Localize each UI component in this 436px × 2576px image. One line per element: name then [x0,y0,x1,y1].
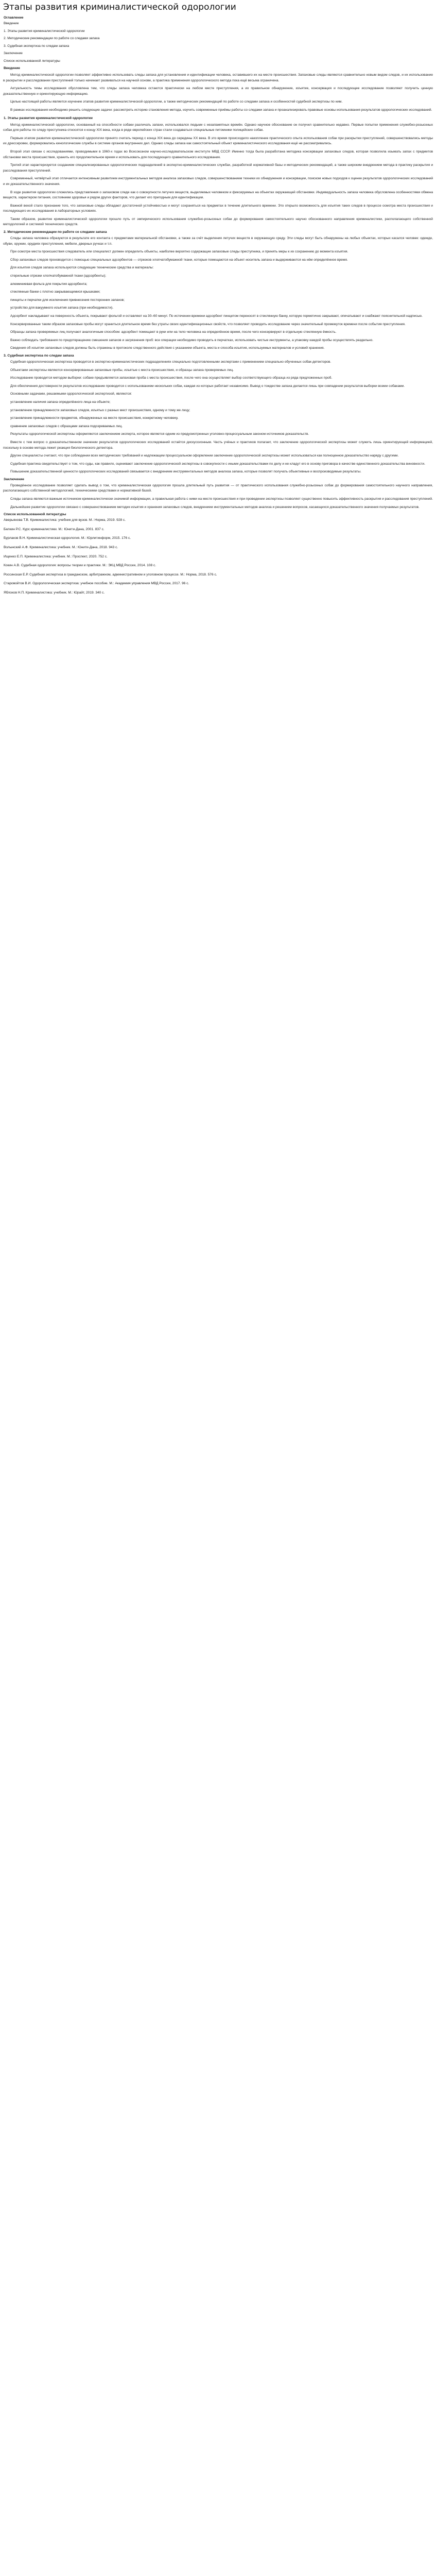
list-item: установление принадлежности запаховых следов, изъятых с разных мест происшествия, одному и тому же лицу; [10,408,190,412]
reference-item: Яблоков Н.П. Криминалистика: учебник. М.: Юрайт, 2019. 340 с. [4,591,105,595]
paragraph: Основными задачами, решаемыми одорологической экспертизой, являются: [10,392,132,396]
reference-item: Ищенко Е.П. Криминалистика: учебник. М.: Проспект, 2020. 752 с. [4,554,108,558]
table-of-contents [4,22,433,63]
reference-item: Бурлаков В.Н. Криминалистическая одорология. М.: Юрлитинформ, 2015. 176 с. [4,536,131,540]
paragraph: Дальнейшее развитие одорологии связано с совершенствованием методик изъятия и хранения запаховых следов, внедрением инструментальных методов анализа и решением вопросов, касающихся доказательственного значения получаемых результатов. [10,505,420,509]
paragraph: Современный, четвёртый этап отличается интенсивным развитием инструментальных методов анализа запаховых следов, совершенствованием техники их обнаружения и консервации, поиском новых подходов к оценке результатов одорологических исследований и их доказательственного значения. [3,177,433,186]
paragraph: Важной вехой стало признание того, что запаховые следы обладают достаточной устойчивостью и могут сохраняться на предметах в течение длительного времени. Это открыло возможность для изъятия таких следов в процессе осмотра места происшествия и последующего их исследования в лабораторных условиях. [3,204,433,213]
references-heading: Список использованной литературы [4,513,66,517]
paragraph: Следы запаха человека образуются в результате его контакта с предметами материальной обстановки, а также за счёт выделения летучих веществ в окружающую среду. Эти следы могут быть обнаружены на любых объектах, которых касался человек: одежде, обуви, оружии, орудиях преступления, мебели, дверных ручках и т.п. [3,236,433,246]
document-page [0,0,436,605]
list-item: стерильные отрезки хлопчатобумажной ткани (адсорбенты); [10,274,106,278]
paragraph: Метод криминалистической одорологии, основанный на способности собаки различать запахи, использовался людьми с незапамятных времён. Однако научное обоснование он получил сравнительно недавно. Первые попытки применения служебно-розыскных собак для работы по следу преступника относятся к концу XIX века, когда в ряде европейских стран стали создаваться специальные питомники полицейских собак. [3,123,433,132]
paragraph: Актуальность темы исследования обусловлена тем, что следы запаха человека остаются практически на любом месте преступления, а их правильное обнаружение, изъятие, консервация и последующее исследование позволяют получить ценную доказательственную и ориентирующую информацию. [3,87,433,96]
toc-item[interactable]: Введение [4,22,19,25]
list-item: устройство для вакуумного изъятия запаха (при необходимости). [10,306,114,310]
reference-item: Россинская Е.Р. Судебная экспертиза в гражданском, арбитражном, административном и уголовном процессе. М.: Норма, 2018. 576 с. [4,572,217,577]
paragraph: Целью настоящей работы является изучение этапов развития криминалистической одорологии, а также методических рекомендаций по работе со следами запаха и особенностей судебной экспертизы по ним. [10,100,343,104]
toc-item[interactable]: 1. Этапы развития криминалистической одорологии [4,29,85,33]
page-title: Этапы развития криминалистической одорологии [3,2,236,12]
paragraph: Второй этап связан с исследованиями, проводимыми в 1960-х годах во Всесоюзном научно-исследовательском институте МВД СССР. Именно тогда была разработана методика консервации запаховых следов, которая позволила изымать запах с предметов обстановки места происшествия, хранить его продолжительное время и использовать для последующего сравнительного исследования. [3,149,433,159]
paragraph: Консервированные таким образом запаховые пробы могут храниться длительное время без утраты своих идентификационных свойств, что позволяет проводить исследование через значительный промежуток времени после события преступления. [10,322,406,326]
list-item: установление принадлежности предметов, обнаруженных на месте происшествия, конкретному человеку. [10,416,179,420]
paragraph: Исследование проводится методом выборки: собаке предъявляется запаховая проба с места происшествия, после чего она осуществляет выбор соответствующего образца из ряда предложенных проб. [10,376,333,380]
reference-item: Волынский А.Ф. Криминалистика: учебник. М.: Юнити-Дана, 2018. 943 с. [4,546,118,550]
list-item: сравнение запаховых следов с образцами запаха подозреваемых лиц. [10,424,123,428]
paragraph: Образцы запаха проверяемых лиц получают аналогичным способом: адсорбент помещают в руки или на тело человека на определённое время, после чего консервируют в отдельную стеклянную ёмкость. [10,330,337,334]
paragraph: Судебная практика свидетельствует о том, что суды, как правило, оценивают заключение одорологической экспертизы в совокупности с иными доказательствами по делу и не кладут его в основу приговора в качестве единственного доказательства виновности. [10,462,425,466]
paragraph: Сведения об изъятии запаховых следов должны быть отражены в протоколе следственного действия с указанием объекта, места и способа изъятия, используемых материалов и условий хранения. [10,346,325,350]
paragraph: Для обеспечения достоверности результатов исследование проводится с использованием нескольких собак, каждая из которых работает независимо. Вывод о тождестве запаха делается лишь при совпадении результатов выборки всеми собаками. [10,384,405,388]
paragraph: Судебная одорологическая экспертиза проводится в экспертно-криминалистических подразделениях специально подготовленными экспертами с применением специально обученных собак-детекторов. [10,360,332,364]
section-heading: 2. Методические рекомендации по работе со следами запаха [4,230,107,234]
paragraph: Адсорбент накладывают на поверхность объекта, покрывают фольгой и оставляют на 30–60 минут. По истечении времени адсорбент пинцетом переносят в стеклянную банку, которую герметично закрывают, опечатывают и снабжают пояснительной надписью. [10,314,423,318]
paragraph: Повышение доказательственной ценности одорологических исследований связывается с внедрением инструментальных методов анализа запаха, которые позволят получать объективные и воспроизводимые результаты. [10,470,361,474]
paragraph: Другие специалисты считают, что при соблюдении всех методических требований и надлежащем процессуальном оформлении заключение одорологической экспертизы может использоваться как полноценное доказательство наряду с другими. [10,454,399,458]
toc-item[interactable]: Заключение [4,52,23,55]
references-list [3,518,433,595]
paragraph: Вместе с тем вопрос о доказательственном значении результатов одорологических исследований остаётся дискуссионным. Часть учёных и практиков полагает, что заключение одорологической экспертизы может служить лишь ориентирующей информацией, поскольку в основе метода лежит реакция биологического детектора. [3,440,433,450]
paragraph: Объектами экспертизы являются консервированные запаховые пробы, изъятые с места происшествия, и образцы запаха проверяемых лиц. [10,368,234,372]
section-heading: Заключение [4,477,24,481]
bullet-list [3,400,433,429]
toc-heading: Оглавление [4,16,24,20]
list-item: установление наличия запаха определённого лица на объекте; [10,400,111,404]
paragraph: В рамках исследования необходимо решить следующие задачи: рассмотреть историю становления метода, изучить современные приёмы работы со следами запаха и проанализировать правовые основы использования результатов одорологических исследований. [10,108,432,112]
list-item: алюминиевая фольга для покрытия адсорбента; [10,282,88,286]
section-heading: 1. Этапы развития криминалистической одорологии [4,116,93,120]
paragraph: Следы запаха являются важным источником криминалистически значимой информации, а правильная работа с ними на месте происшествия и при проведении экспертизы позволяет существенно повысить эффективность раскрытия и расследования преступлений. [10,497,433,501]
section-heading: 3. Судебная экспертиза по следам запаха [4,353,74,358]
paragraph: Проведённое исследование позволяет сделать вывод о том, что криминалистическая одорология прошла длительный путь развития — от практического использования служебно-розыскных собак до формирования самостоятельного научного направления, располагающего собственной методологией, техническими средствами и нормативной базой. [3,483,433,493]
toc-item[interactable]: 3. Судебная экспертиза по следам запаха [4,44,69,48]
paragraph: Для изъятия следов запаха используются следующие технические средства и материалы: [10,266,154,270]
paragraph: Важно соблюдать требования по предотвращению смешения запахов и загрязнения проб: все операции необходимо проводить в перчатках, использовать чистые инструменты, а упаковку каждой пробы осуществлять раздельно. [10,338,374,342]
list-item: пинцеты и перчатки для исключения привнесения посторонних запахов; [10,298,125,302]
paragraph: В ходе развития одорологии сложились представления о запаховом следе как о совокупности летучих веществ, выделяемых человеком и фиксируемых на объектах окружающей обстановки. Индивидуальность запаха человека обусловлена особенностями обмена веществ, характером питания, состоянием здоровья и рядом других факторов, что делает его пригодным для идентификации. [3,190,433,200]
paragraph: Сбор запаховых следов производится с помощью специальных адсорбентов — отрезков хлопчатобумажной ткани, которые помещаются на объект-носитель запаха и выдерживаются на нём определённое время. [10,258,348,262]
paragraph: Первым этапом развития криминалистической одорологии принято считать период с конца XIX века до середины XX века. В это время происходило накопление практического опыта использования собак при раскрытии преступлений, совершенствовались методы их дрессировки, формировались кинологические службы в системе органов внутренних дел. Однако следы запаха как самостоятельный объект криминалистического исследования ещё не рассматривались. [3,136,433,146]
toc-item[interactable]: 2. Методические рекомендации по работе со следами запаха [4,37,100,40]
document-body [3,66,433,596]
section-heading: Введение [4,66,20,70]
bullet-list [3,274,433,311]
reference-item: Кокин А.В. Судебная одорология: вопросы теории и практики. М.: ЭКЦ МВД России, 2014. 108 с. [4,564,156,568]
toc-item[interactable]: Список использованной литературы [4,59,60,63]
paragraph: Третий этап характеризуется созданием специализированных одорологических подразделений в экспертно-криминалистических службах, разработкой нормативной базы и методических рекомендаций, а также широким внедрением метода в практику раскрытия и расследования преступлений. [3,163,433,173]
reference-item: Старовойтов В.И. Одорологическая экспертиза: учебное пособие. М.: Академия управления МВД России, 2017. 96 с. [4,582,189,586]
paragraph: При осмотре места происшествия следователь или специалист должен определить объекты, наиболее вероятно содержащие запаховые следы преступника, и принять меры к их сохранению до момента изъятия. [10,250,348,254]
paragraph: Таким образом, развитие криминалистической одорологии прошло путь от эмпирического использования служебно-розыскных собак до формирования самостоятельного научно обоснованного направления криминалистики, располагающего собственной методологией и системой технических средств. [3,217,433,227]
list-item: стеклянные банки с плотно закрывающимися крышками; [10,290,100,294]
paragraph: Результаты одорологической экспертизы оформляются заключением эксперта, которое является одним из предусмотренных уголовно-процессуальным законом источников доказательств. [10,432,309,436]
paragraph: Метод криминалистической одорологии позволяет эффективно использовать следы запаха для установления и идентификации человека, оставившего их на месте происшествия. Запаховые следы являются сравнительно новым видом следов, и их использование в раскрытии и расследовании преступлений только начинает развиваться на научной основе, а практика применения одорологического метода пока ещё весьма ограничена. [3,73,433,82]
reference-item: Белкин Р.С. Курс криминалистики. М.: Юнити-Дана, 2001. 837 с. [4,527,104,531]
reference-item: Аверьянова Т.В. Криминалистика: учебник для вузов. М.: Норма, 2019. 928 с. [4,518,126,522]
